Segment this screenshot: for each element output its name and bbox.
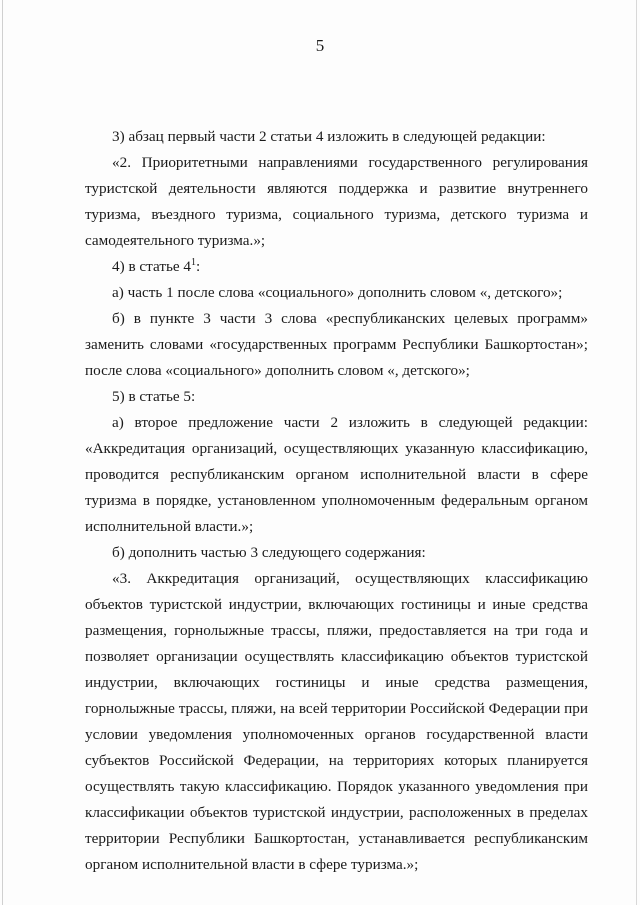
part3-line-2: объектов туристской индустрии, включающих гостиницы и иные средства (85, 596, 588, 613)
item-5a-line-3: проводится республиканским органом исполнительной власти в сфере (85, 466, 588, 483)
part3-line-5: индустрии, включающих гостиницы и иные средства размещения, (85, 674, 588, 691)
part3-line-10: классификации объектов туристской индустрии, расположенных в пределах (85, 804, 588, 821)
item-4a: а) часть 1 после слова «социального» дополнить словом «, детского»; (112, 284, 563, 301)
part3-line-8: субъектов Российской Федерации, на территориях которых планируется (85, 752, 588, 769)
item-5a-line-5: исполнительной власти.»; (85, 518, 254, 535)
item-5a-line-1: а) второе предложение части 2 изложить в следующей редакции: (112, 414, 588, 431)
item-5a-line-2: «Аккредитация организаций, осуществляющих указанную классификацию, (85, 440, 588, 457)
quote-line-2: туристской деятельности являются поддержка и развитие внутреннего (85, 180, 588, 197)
quote-line-1: «2. Приоритетными направлениями государственного регулирования (112, 154, 588, 171)
superscript: 1 (191, 257, 197, 268)
item-4b-line-2: заменить словами «государственных программ Республики Башкортостан»; (85, 336, 588, 353)
paragraph-item-3: 3) абзац первый части 2 статьи 4 изложить в следующей редакции: (112, 128, 546, 145)
item-4b-line-3: после слова «социального» дополнить словом «, детского»; (85, 362, 470, 379)
part3-line-9: осуществлять такую классификацию. Порядок указанного уведомления при (85, 778, 588, 795)
page-edge-right (636, 0, 637, 905)
page-edge-left (2, 0, 3, 905)
paragraph-item-4: 4) в статье $4^1$: (112, 257, 201, 275)
part3-line-1: «3. Аккредитация организаций, осуществляющих классификацию (112, 570, 588, 587)
part3-line-4: позволяет организации осуществлять классификацию объектов туристской (85, 648, 588, 665)
part3-line-12: органом исполнительной власти в сфере туризма.»; (85, 856, 419, 873)
quote-line-3: туризма, въездного туризма, социального туризма, детского туризма и (85, 206, 588, 223)
part3-line-3: размещения, горнолыжные трассы, пляжи, предоставляется на три года и (85, 622, 588, 639)
part3-line-7: условии уведомления уполномоченных органов государственной власти (85, 726, 588, 743)
page-number: 5 (315, 36, 325, 55)
part3-line-11: территории Республики Башкортостан, устанавливается республиканским (85, 830, 588, 847)
item-5a-line-4: туризма в порядке, установленном уполномоченным федеральным органом (85, 492, 588, 509)
quote-line-4: самодеятельного туризма.»; (85, 232, 266, 249)
item-4b-line-1: б) в пункте 3 части 3 слова «республиканских целевых программ» (112, 310, 588, 327)
paragraph-item-5: 5) в статье 5: (112, 388, 196, 405)
part3-line-6: горнолыжные трассы, пляжи, на всей территории Российской Федерации при (85, 700, 588, 717)
item-5b: б) дополнить частью 3 следующего содержания: (112, 544, 426, 561)
